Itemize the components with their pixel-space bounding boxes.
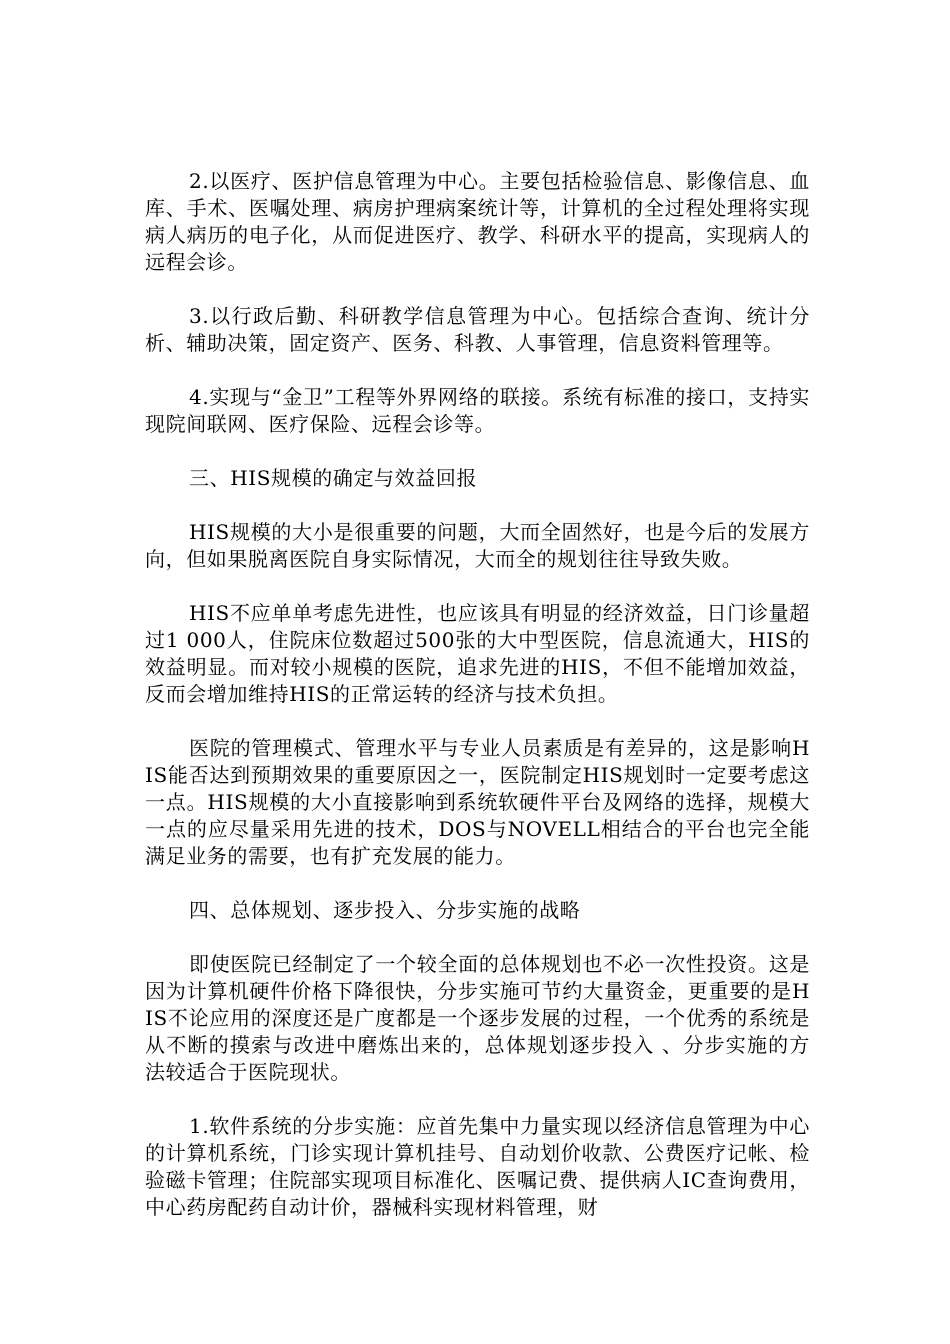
section-heading-3: 三、HIS规模的确定与效益回报 xyxy=(189,466,478,490)
paragraph-3-admin-info: 3.以行政后勤、科研教学信息管理为中心。包括综合查询、统计分析、辅助决策，固定资产、医务、科教、人事管理，信息资料管理等。 xyxy=(145,304,810,355)
paragraph-his-benefit: HIS不应单单考虑先进性，也应该具有明显的经济效益，日门诊量超过1 000人，住院床位数超过500张的大中型医院，信息流通大，HIS的效益明显。而对较小规模的医院，追求先进的HIS，不但不能增加效益，反而会增加维持HIS的正常运转的经济与技术负担。 xyxy=(145,601,810,706)
document-body xyxy=(145,168,810,1248)
paragraph-2-medical-info: 2.以医疗、医护信息管理为中心。主要包括检验信息、影像信息、血库、手术、医嘱处理、病房护理病案统计等，计算机的全过程处理将实现病人病历的电子化，从而促进医疗、教学、科研水平的提高，实现病人的远程会诊。 xyxy=(145,169,810,274)
paragraph-4-network-link: 4.实现与“金卫”工程等外界网络的联接。系统有标准的接口，支持实现院间联网、医疗保险、远程会诊等。 xyxy=(145,385,810,436)
section-heading-4: 四、总体规划、逐步投入、分步实施的战略 xyxy=(189,898,581,922)
paragraph-software-phases: 1.软件系统的分步实施：应首先集中力量实现以经济信息管理为中心的计算机系统，门诊实现计算机挂号、自动划价收款、公费医疗记帐、检验磁卡管理；住院部实现项目标准化、医嘱记费、提供病人IC查询费用，中心药房配药自动计价，器械科实现材料管理，财 xyxy=(145,1114,810,1219)
paragraph-his-scale: HIS规模的大小是很重要的问题，大而全固然好，也是今后的发展方向，但如果脱离医院自身实际情况，大而全的规划往往导致失败。 xyxy=(145,520,810,571)
paragraph-phased-investment: 即使医院已经制定了一个较全面的总体规划也不必一次性投资。这是因为计算机硬件价格下降很快，分步实施可节约大量资金，更重要的是HIS不论应用的深度还是广度都是一个逐步发展的过程，一个优秀的系统是从不断的摸索与改进中磨炼出来的，总体规划逐步投入 、分步实施的方法较适合于医院现状。 xyxy=(145,952,810,1084)
paragraph-management-mode: 医院的管理模式、管理水平与专业人员素质是有差异的，这是影响HIS能否达到预期效果的重要原因之一，医院制定HIS规划时一定要考虑这一点。HIS规模的大小直接影响到系统软硬件平台及网络的选择，规模大一点的应尽量采用先进的技术，DOS与NOVELL相结合的平台也完全能满足业务的需要，也有扩充发展的能力。 xyxy=(145,736,810,868)
